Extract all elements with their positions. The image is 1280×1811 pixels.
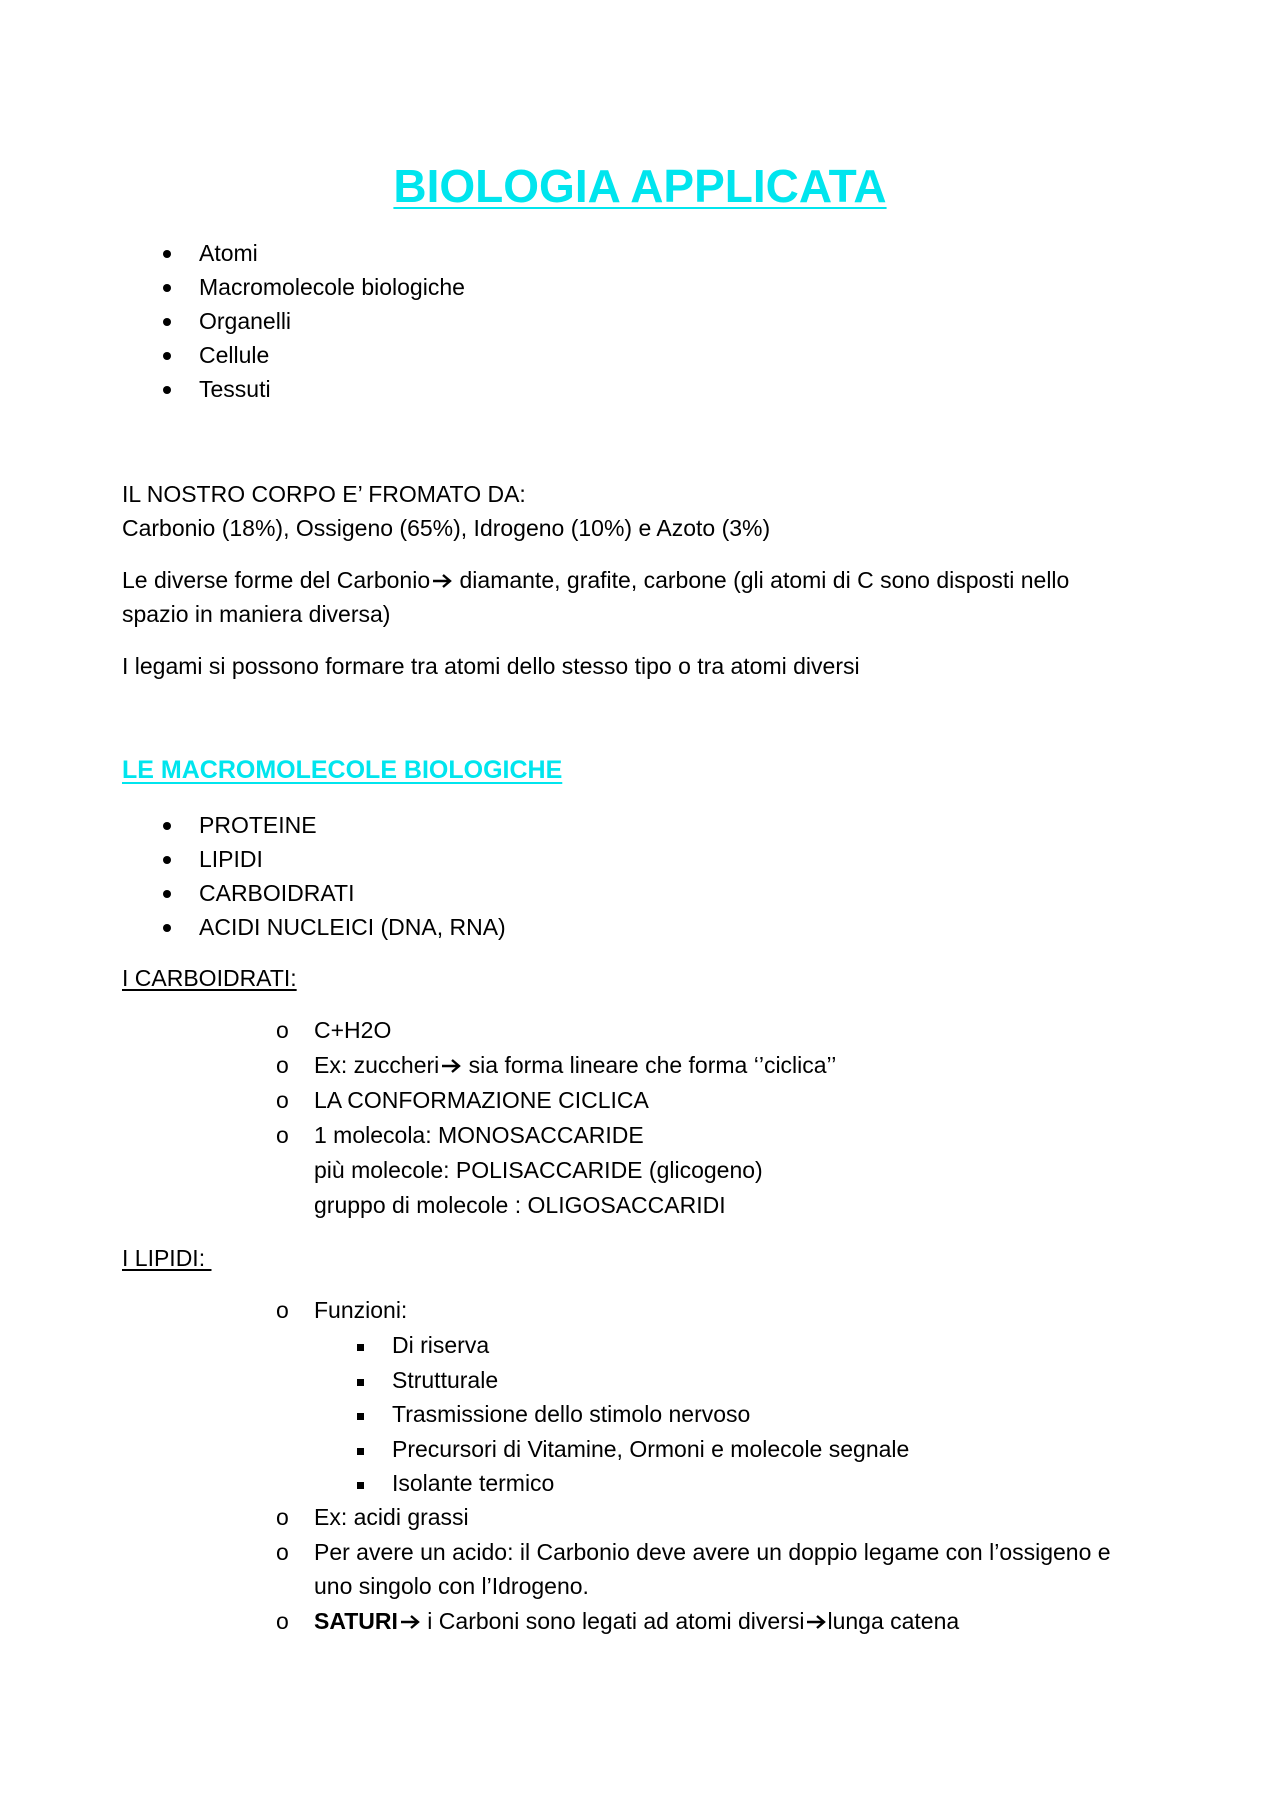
bullet-circle: o [276,1122,289,1148]
list-item-continuation: uno singolo con l’Idrogeno. [314,1573,589,1599]
bold-term: SATURI [314,1608,398,1634]
bullet-circle: o [276,1087,289,1113]
list-item [314,1606,959,1636]
list-item: Isolante termico [392,1470,555,1496]
list-item: C+H2O [314,1017,392,1043]
body-line: Carbonio (18%), Ossigeno (65%), Idrogeno (10%) e Azoto (3%) [122,515,771,541]
bullet-dot [163,352,171,360]
bullet-dot [163,318,171,326]
bullet-square [357,1379,364,1386]
subsection-heading: I LIPIDI: [122,1245,212,1271]
list-item: Tessuti [199,376,271,402]
list-item: LIPIDI [199,846,263,872]
list-item: Trasmissione dello stimolo nervoso [392,1401,751,1427]
list-item: Ex: acidi grassi [314,1504,469,1530]
body-line [122,565,1069,595]
arrow-right-icon [806,1614,826,1630]
bullet-dot [163,250,171,258]
arrow-right-icon [400,1614,420,1630]
body-line: IL NOSTRO CORPO E’ FROMATO DA: [122,481,526,507]
document-title: BIOLOGIA APPLICATA [393,160,887,212]
list-item: 1 molecola: MONOSACCARIDE [314,1122,644,1148]
list-item: Per avere un acido: il Carbonio deve avere un doppio legame con l’ossigeno e [314,1539,1111,1565]
list-item: Strutturale [392,1367,499,1393]
text-segment: Ex: zuccheri [314,1052,440,1078]
list-item: ACIDI NUCLEICI (DNA, RNA) [199,914,506,940]
bullet-dot [163,890,171,898]
bullet-dot [163,924,171,932]
bullet-square [357,1344,364,1351]
list-item: Precursori di Vitamine, Ormoni e molecole segnale [392,1436,910,1462]
list-item: CARBOIDRATI [199,880,355,906]
list-item: Di riserva [392,1332,490,1358]
list-item: Macromolecole biologiche [199,274,465,300]
bullet-dot [163,284,171,292]
bullet-circle: o [276,1017,289,1043]
bullet-dot [163,386,171,394]
bullet-circle: o [276,1504,289,1530]
list-item [314,1050,836,1080]
arrow-right-icon [441,1058,461,1074]
text-segment: Le diverse forme del Carbonio [122,567,431,593]
bullet-dot [163,856,171,864]
bullet-square [357,1448,364,1455]
body-line: I legami si possono formare tra atomi dello stesso tipo o tra atomi diversi [122,653,860,679]
list-item: Organelli [199,308,292,334]
bullet-dot [163,822,171,830]
list-item: PROTEINE [199,812,317,838]
bullet-circle: o [276,1297,289,1323]
text-segment: lunga catena [827,1608,960,1634]
bullet-circle: o [276,1608,289,1634]
text-segment: diamante, grafite, carbone (gli atomi di C sono disposti nello [453,567,1070,593]
section-heading: LE MACROMOLECOLE BIOLOGICHE [122,756,563,784]
arrow-right-icon [432,573,452,589]
body-line: spazio in maniera diversa) [122,601,391,627]
bullet-circle: o [276,1052,289,1078]
list-item: LA CONFORMAZIONE CICLICA [314,1087,649,1113]
text-segment: sia forma lineare che forma ‘’ciclica’’ [462,1052,837,1078]
text-segment: i Carboni sono legati ad atomi diversi [420,1608,805,1634]
list-item-continuation: più molecole: POLISACCARIDE (glicogeno) [314,1157,763,1183]
list-item-continuation: gruppo di molecole : OLIGOSACCARIDI [314,1192,726,1218]
list-item: Atomi [199,240,258,266]
list-item: Funzioni: [314,1297,408,1323]
bullet-square [357,1482,364,1489]
list-item: Cellule [199,342,270,368]
bullet-circle: o [276,1539,289,1565]
subsection-heading: I CARBOIDRATI: [122,965,297,991]
bullet-square [357,1413,364,1420]
